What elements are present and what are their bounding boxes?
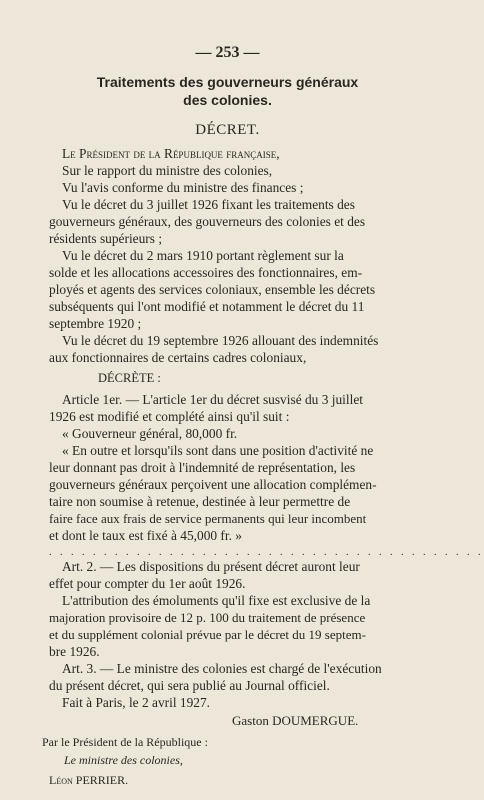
countersign-heading: Par le Président de la République : — [42, 735, 208, 749]
considerant-paragraph-1-line3: résidents supérieurs ; — [49, 231, 163, 246]
considerant-paragraph-2-line4: subséquents qui l'ont modifié et notamment le décret du 11 — [49, 299, 365, 314]
article-1-salary: « Gouverneur général, 80,000 fr. — [62, 426, 238, 441]
article-2-paragraph-line4: bre 1926. — [49, 644, 100, 659]
page-number: — 253 — — [195, 44, 260, 61]
signature-president: Gaston DOUMERGUE. — [232, 713, 359, 728]
date-place-line: Fait à Paris, le 2 avril 1927. — [62, 695, 211, 710]
article-1-paragraph-line6: et dont le taux est fixé à 45,000 fr. » — [49, 528, 242, 543]
article-1-paragraph-line3: gouverneurs généraux perçoivent une allocation complémen- — [49, 477, 377, 492]
decrees-heading: DÉCRÈTE : — [98, 371, 161, 385]
article-1-paragraph: « En outre et lorsqu'ils sont dans une position d'activité ne — [62, 443, 374, 458]
article-3-line2: du présent décret, qui sera publié au Journal officiel. — [49, 678, 330, 693]
article-2: Art. 2. — Les dispositions du présent décret auront leur — [62, 559, 360, 574]
article-2-paragraph-line3: et du supplément colonial prévue par le décret du 19 septem- — [49, 627, 366, 642]
considerant-paragraph-2-line3: ployés et agents des services coloniaux, ensemble les décrets — [49, 282, 376, 297]
considerant-paragraph-3-line2: aux fonctionnaires de certains cadres coloniaux, — [49, 350, 307, 365]
document-title: Traitements des gouverneurs généraux — [96, 74, 359, 90]
article-1-paragraph-line2: leur donnant pas droit à l'indemnité de représentation, les — [49, 460, 356, 475]
considerant-paragraph-3: Vu le décret du 19 septembre 1926 allouant des indemnités — [62, 333, 379, 348]
ellipsis-separator: . . . . . . . . . . . . . . . . . . . . . . . . . . . . . . . . . . . . . . . . — [49, 547, 484, 558]
considerant-paragraph-1: Vu le décret du 3 juillet 1926 fixant les traitements des — [62, 197, 355, 212]
finance-opinion-line: Vu l'avis conforme du ministre des finances ; — [62, 180, 304, 195]
article-2-line2: effet pour compter du 1er août 1926. — [49, 576, 246, 591]
countersign-title: Le ministre des colonies, — [64, 753, 183, 767]
document-title-line2: des colonies. — [183, 92, 272, 108]
signature-minister: Léon PERRIER. — [49, 773, 129, 787]
article-1-paragraph-line4: taire non soumise à retenue, destinée à leur permettre de — [49, 494, 351, 509]
report-line: Sur le rapport du ministre des colonies, — [62, 163, 273, 178]
decree-heading: DÉCRET. — [195, 122, 260, 138]
considerant-paragraph-2-line2: solde et les allocations accessoires des fonctionnaires, em- — [49, 265, 363, 280]
considerant-paragraph-2-line5: septembre 1920 ; — [49, 316, 142, 331]
considerant-paragraph-1-line2: gouverneurs généraux, des gouverneurs des colonies et des — [49, 214, 366, 229]
article-2-paragraph: L'attribution des émoluments qu'il fixe est exclusive de la — [62, 593, 371, 608]
article-1-paragraph-line5: faire face aux frais de service permanents qui leur incombent — [49, 511, 367, 526]
article-1-line2: 1926 est modifié et complété ainsi qu'il suit : — [49, 409, 290, 424]
article-1: Article 1er. — L'article 1er du décret susvisé du 3 juillet — [62, 392, 364, 407]
article-2-paragraph-line2: majoration provisoire de 12 p. 100 du traitement de présence — [49, 610, 366, 625]
considerant-paragraph-2: Vu le décret du 2 mars 1910 portant règlement sur la — [62, 248, 344, 263]
article-3: Art. 3. — Le ministre des colonies est chargé de l'exécution — [62, 661, 382, 676]
president-line: Le Président de la République française, — [62, 146, 280, 161]
